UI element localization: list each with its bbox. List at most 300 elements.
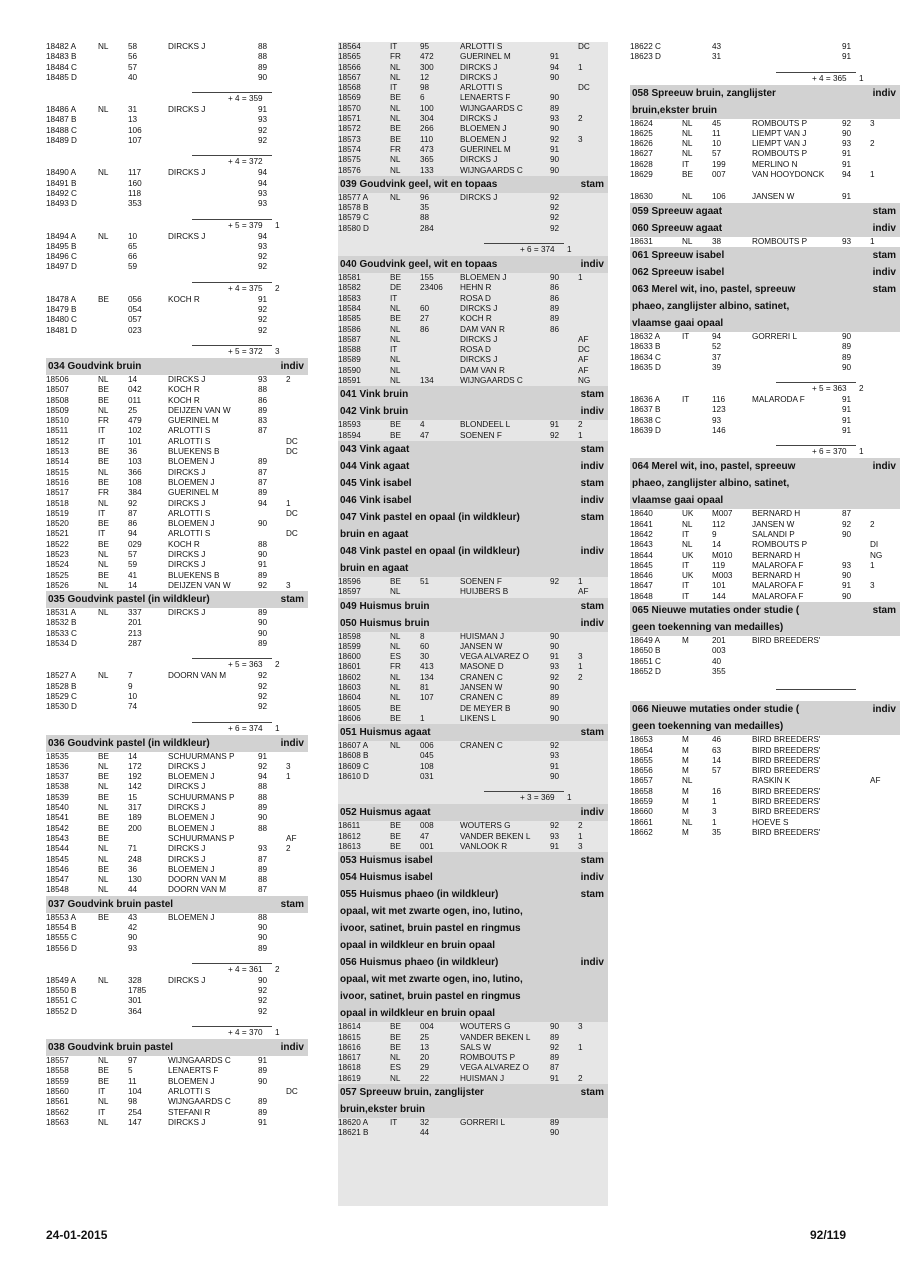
breeder-name-cell: GORRERI L [460, 1118, 506, 1128]
prize-cell: 2 [578, 114, 583, 124]
breeder-name-cell: DIRCKS J [168, 608, 206, 618]
ring-number-cell: 18518 [46, 498, 69, 508]
table-row [338, 632, 608, 642]
country-cell: NL [98, 42, 109, 51]
breeder-name-cell: SALANDI P [752, 529, 795, 539]
country-cell: UK [682, 509, 694, 519]
table-row [46, 692, 308, 702]
breeder-name-cell: JANSEN W [460, 641, 503, 651]
table-row [46, 834, 308, 844]
ring-number-cell: 18544 [46, 844, 69, 854]
breeder-name-cell: DE MEYER B [460, 703, 511, 713]
ring-number-cell: 18635 D [630, 362, 661, 372]
ring-number-cell: 18653 [630, 735, 653, 745]
breeder-name-cell: DIRCKS J [460, 334, 498, 344]
bird-number-cell: 146 [712, 426, 726, 436]
ring-number-cell: 18534 D [46, 639, 77, 649]
class-heading-line: 063 Merel wit, ino, pastel, spreeuw [632, 283, 796, 295]
total-rank: 1 [567, 793, 572, 803]
bird-number-cell: 14 [712, 540, 722, 550]
table-row [46, 168, 308, 178]
ring-number-cell: 18610 D [338, 772, 369, 782]
bird-number-cell: 057 [128, 315, 142, 325]
points-cell: 90 [550, 273, 560, 283]
table-row [338, 52, 608, 62]
points-cell: 90 [258, 519, 268, 529]
points-cell: 91 [258, 751, 268, 761]
bird-number-cell: 1 [420, 713, 425, 723]
breeder-name-cell: HOEVE S [752, 817, 789, 827]
table-row [630, 426, 900, 436]
table-row [338, 366, 608, 376]
points-cell: 87 [258, 885, 268, 895]
points-cell: 91 [258, 1056, 268, 1066]
points-cell: 88 [258, 782, 268, 792]
total-value: + 6 = 370 [812, 447, 847, 457]
ring-number-cell: 18579 C [338, 213, 369, 223]
ring-number-cell: 18661 [630, 817, 653, 827]
table-row [630, 149, 900, 159]
bird-number-cell: 106 [128, 125, 142, 135]
country-cell: NL [390, 682, 401, 692]
country-cell: NL [98, 560, 109, 570]
breeder-name-cell: DIRCKS J [168, 844, 206, 854]
bird-number-cell: 007 [712, 170, 726, 180]
table-row [46, 262, 308, 272]
country-cell: M [682, 745, 689, 755]
bird-number-cell: 248 [128, 854, 142, 864]
table-row [338, 273, 608, 283]
country-cell: IT [682, 581, 690, 591]
class-heading-line: opaal, wit met zwarte ogen, ino, lutino, [340, 974, 523, 986]
bird-number-cell: 213 [128, 628, 142, 638]
country-cell: IT [682, 395, 690, 405]
bird-number-cell: 14 [128, 580, 138, 590]
class-type-label: stam [580, 1087, 604, 1099]
class-heading-line: 064 Merel wit, ino, pastel, spreeuw [632, 461, 796, 473]
breeder-name-cell: ARLOTTI S [460, 42, 503, 51]
class-type-label: indiv [580, 872, 604, 884]
points-cell: 88 [258, 539, 268, 549]
breeder-name-cell: BERNARD H [752, 571, 801, 581]
ring-number-cell: 18514 [46, 457, 69, 467]
breeder-name-cell: BIRD BREEDERS' [752, 786, 821, 796]
class-heading [338, 886, 608, 954]
table-row [46, 1087, 308, 1097]
ring-number-cell: 18591 [338, 376, 361, 386]
points-cell: 88 [258, 42, 268, 51]
breeder-name-cell: DEIJZEN VAN W [168, 405, 231, 415]
bird-number-cell: 1785 [128, 986, 147, 996]
class-type-label: indiv [872, 87, 896, 99]
bird-number-cell: 16 [712, 786, 722, 796]
points-cell: 91 [842, 42, 852, 51]
breeder-name-cell: DIRCKS J [168, 467, 206, 477]
country-cell: BE [390, 314, 401, 324]
prize-cell: DC [578, 83, 590, 93]
ring-number-cell: 18648 [630, 591, 653, 601]
bird-number-cell: 87 [128, 508, 138, 518]
class-heading-line: 061 Spreeuw isabel [632, 249, 725, 261]
table-row [46, 63, 308, 73]
class-heading [630, 203, 900, 220]
total-rule [192, 92, 272, 93]
class-heading-line: 035 Goudvink pastel (in wildkleur) [48, 594, 210, 606]
country-cell: BE [98, 864, 109, 874]
ring-number-cell: 18553 A [46, 912, 77, 922]
separator [630, 677, 900, 701]
ring-number-cell: 18567 [338, 72, 361, 82]
class-heading-line: 052 Huismus agaat [340, 807, 431, 819]
table-row [46, 618, 308, 628]
class-heading-line: 059 Spreeuw agaat [632, 205, 723, 217]
table-row [338, 203, 608, 213]
breeder-name-cell: BIRD BREEDERS' [752, 636, 821, 646]
table-row [46, 671, 308, 681]
prize-cell: 2 [286, 844, 291, 854]
country-cell: BE [98, 1076, 109, 1086]
class-heading-line: 036 Goudvink pastel (in wildkleur) [48, 737, 210, 749]
table-row [338, 283, 608, 293]
table-row [630, 129, 900, 139]
breeder-name-cell: GUERINEL M [460, 144, 511, 154]
bird-number-cell: 14 [128, 374, 138, 384]
total-value: + 4 = 361 [228, 964, 263, 974]
country-cell: BE [390, 831, 401, 841]
ring-number-cell: 18596 [338, 576, 361, 586]
ring-number-cell: 18536 [46, 761, 69, 771]
class-heading [46, 896, 308, 913]
prize-cell: 1 [286, 772, 291, 782]
bird-number-cell: 57 [712, 149, 722, 159]
bird-number-cell: 71 [128, 844, 138, 854]
total-rank: 1 [275, 220, 280, 230]
bird-number-cell: 116 [712, 395, 726, 405]
spacer [630, 180, 900, 192]
ring-number-cell: 18577 A [338, 192, 369, 202]
points-cell: 91 [550, 841, 560, 851]
breeder-name-cell: DIRCKS J [168, 374, 206, 384]
points-cell: 91 [842, 395, 852, 405]
points-cell: 90 [550, 72, 560, 82]
ring-number-cell: 18483 B [46, 52, 77, 62]
country-cell: NL [682, 540, 693, 550]
class-heading-line: bruin,ekster bruin [632, 104, 718, 116]
ring-number-cell: 18522 [46, 539, 69, 549]
breeder-name-cell: DIRCKS J [460, 114, 498, 124]
bird-number-cell: 5 [128, 1066, 133, 1076]
points-cell: 89 [550, 303, 560, 313]
breeder-name-cell: SALS W [460, 1042, 491, 1052]
bird-number-cell: 41 [128, 570, 138, 580]
country-cell: BE [98, 447, 109, 457]
table-row [338, 335, 608, 345]
breeder-name-cell: BLONDEEL L [460, 420, 511, 430]
breeder-name-cell: STEFANI R [168, 1107, 211, 1117]
class-heading-line: 051 Huismus agaat [340, 727, 431, 739]
ring-number-cell: 18491 B [46, 178, 77, 188]
results-column-1 [46, 42, 308, 1128]
prize-cell: AF [578, 365, 589, 375]
country-cell: NL [682, 139, 693, 149]
country-cell: M [682, 636, 689, 646]
bird-number-cell: 413 [420, 662, 434, 672]
breeder-name-cell: HUISMAN J [460, 1073, 505, 1083]
class-type-label: stam [872, 205, 896, 217]
bird-number-cell: 119 [712, 560, 726, 570]
bird-number-cell: 003 [712, 646, 726, 656]
class-heading-line: 065 Nieuwe mutaties onder studie ( [632, 605, 800, 617]
ring-number-cell: 18517 [46, 488, 69, 498]
class-type-label: indiv [872, 461, 896, 473]
bird-number-cell: 192 [128, 772, 142, 782]
table-row [46, 885, 308, 895]
bird-number-cell: 93 [712, 415, 722, 425]
points-cell: 93 [842, 236, 852, 246]
breeder-name-cell: DIRCKS J [168, 803, 206, 813]
total-rank: 2 [275, 660, 280, 670]
bird-number-cell: 35 [712, 827, 722, 837]
ring-number-cell: 18588 [338, 345, 361, 355]
country-cell: BE [98, 519, 109, 529]
bird-number-cell: 353 [128, 199, 142, 209]
class-heading [338, 954, 608, 1022]
bird-number-cell: 86 [420, 324, 430, 334]
table-row [630, 520, 900, 530]
bird-number-cell: 60 [420, 303, 430, 313]
points-cell: 89 [258, 608, 268, 618]
table-row [46, 1056, 308, 1066]
breeder-name-cell: LIEMPT VAN J [752, 128, 807, 138]
country-cell: NL [98, 231, 109, 241]
breeder-name-cell: MALAROFA F [752, 591, 804, 601]
points-cell: 92 [550, 741, 560, 751]
ring-number-cell: 18488 C [46, 125, 77, 135]
bird-number-cell: 25 [420, 1032, 430, 1042]
breeder-name-cell: JANSEN W [752, 192, 795, 202]
bird-number-cell: 66 [128, 252, 138, 262]
bird-number-cell: 317 [128, 803, 142, 813]
ring-number-cell: 18576 [338, 165, 361, 175]
bird-number-cell: 45 [712, 118, 722, 128]
prize-cell: 2 [578, 672, 583, 682]
bird-number-cell: 92 [128, 498, 138, 508]
ring-number-cell: 18561 [46, 1097, 69, 1107]
points-cell: 94 [258, 772, 268, 782]
table-row [338, 145, 608, 155]
prize-cell: AF [578, 334, 589, 344]
breeder-name-cell: ROMBOUTS P [752, 149, 808, 159]
total-value: + 4 = 359 [228, 94, 263, 104]
breeder-name-cell: JANSEN W [752, 519, 795, 529]
country-cell: IT [390, 83, 398, 93]
class-heading-line: bruin en agaat [340, 562, 409, 574]
breeder-name-cell: MERLINO N [752, 159, 798, 169]
table-row [46, 782, 308, 792]
breeder-name-cell: BLUEKENS B [168, 570, 220, 580]
breeder-name-cell: DOORN VAN M [168, 885, 227, 895]
total-value: + 4 = 375 [228, 283, 263, 293]
country-cell: IT [98, 1086, 106, 1096]
country-cell: NL [98, 405, 109, 415]
table-row [46, 996, 308, 1006]
table-row [46, 199, 308, 209]
prize-cell: 1 [870, 170, 875, 180]
points-cell: 89 [258, 803, 268, 813]
points-cell: 90 [842, 362, 852, 372]
ring-number-cell: 18548 [46, 885, 69, 895]
breeder-name-cell: WOUTERS G [460, 821, 511, 831]
table-row [46, 1097, 308, 1107]
breeder-name-cell: SOENEN F [460, 576, 502, 586]
class-heading-line: 034 Goudvink bruin [48, 360, 142, 372]
table-row [338, 587, 608, 597]
country-cell: BE [390, 124, 401, 134]
table-row [630, 766, 900, 776]
ring-number-cell: 18607 A [338, 741, 369, 751]
table-row [338, 420, 608, 430]
ring-number-cell: 18515 [46, 467, 69, 477]
points-cell: 89 [258, 405, 268, 415]
class-heading-line: bruin,ekster bruin [340, 1104, 426, 1116]
breeder-name-cell: VANLOOK R [460, 841, 508, 851]
breeder-name-cell: BIRD BREEDERS' [752, 827, 821, 837]
points-cell: 87 [842, 509, 852, 519]
ring-number-cell: 18604 [338, 693, 361, 703]
bird-number-cell: 133 [420, 165, 434, 175]
table-row [46, 762, 308, 772]
bird-number-cell: 31 [712, 52, 722, 62]
class-type-label: stam [280, 898, 304, 910]
table-row [338, 1043, 608, 1053]
bird-number-cell: 88 [420, 213, 430, 223]
points-cell: 89 [258, 62, 268, 72]
bird-number-cell: 118 [128, 188, 142, 198]
country-cell: NL [390, 672, 401, 682]
ring-number-cell: 18496 C [46, 252, 77, 262]
country-cell: NL [682, 236, 693, 246]
points-cell: 92 [258, 136, 268, 146]
total-value: + 6 = 374 [228, 723, 263, 733]
country-cell: NL [98, 467, 109, 477]
bird-number-cell: 65 [128, 241, 138, 251]
points-cell: 92 [550, 1042, 560, 1052]
points-cell: 92 [258, 252, 268, 262]
breeder-name-cell: SCHUURMANS P [168, 751, 235, 761]
country-cell: IT [682, 331, 690, 341]
breeder-name-cell: DAM VAN R [460, 324, 505, 334]
points-cell: 89 [258, 639, 268, 649]
country-cell: NL [390, 376, 401, 386]
ring-number-cell: 18540 [46, 803, 69, 813]
table-row [46, 499, 308, 509]
table-row [46, 560, 308, 570]
prize-cell: 1 [578, 831, 583, 841]
ring-number-cell: 18613 [338, 841, 361, 851]
country-cell: NL [390, 587, 401, 597]
breeder-name-cell: VAN HOOYDONCK [752, 170, 825, 180]
table-row [46, 976, 308, 986]
breeder-name-cell: ARLOTTI S [168, 1086, 211, 1096]
points-cell: 92 [550, 213, 560, 223]
points-cell: 92 [258, 262, 268, 272]
class-heading-line: geen toekenning van medailles) [632, 622, 784, 634]
ring-number-cell: 18497 D [46, 262, 77, 272]
class-type-label: indiv [580, 957, 604, 969]
ring-number-cell: 18492 C [46, 188, 77, 198]
ring-number-cell: 18652 D [630, 666, 661, 676]
country-cell: NL [682, 149, 693, 159]
points-cell: 92 [258, 691, 268, 701]
points-cell: 89 [550, 314, 560, 324]
country-cell: FR [98, 416, 109, 426]
class-type-label: indiv [580, 807, 604, 819]
ring-number-cell: 18662 [630, 827, 653, 837]
class-heading-line: 047 Vink pastel en opaal (in wildkleur) [340, 511, 520, 523]
bird-number-cell: 97 [128, 1056, 138, 1066]
breeder-name-cell: BLOEMEN J [460, 124, 507, 134]
breeder-name-cell: BIRD BREEDERS' [752, 766, 821, 776]
table-row [338, 314, 608, 324]
country-cell: NL [682, 118, 693, 128]
points-cell: 92 [550, 672, 560, 682]
country-cell: NL [98, 374, 109, 384]
class-heading-line: vlaamse gaai opaal [632, 495, 724, 507]
total-value: + 4 = 370 [228, 1028, 263, 1038]
ring-number-cell: 18493 D [46, 199, 77, 209]
bird-number-cell: 94 [712, 331, 722, 341]
table-row [630, 657, 900, 667]
class-heading-line: 046 Vink isabel [340, 494, 412, 506]
table-row [338, 704, 608, 714]
class-heading [338, 492, 608, 509]
bird-number-cell: 199 [712, 159, 726, 169]
points-cell: 92 [550, 430, 560, 440]
points-cell: 93 [842, 560, 852, 570]
bird-number-cell: 144 [712, 591, 726, 601]
ring-number-cell: 18643 [630, 540, 653, 550]
bird-number-cell: 10 [712, 139, 722, 149]
country-cell: BE [390, 1032, 401, 1042]
bird-number-cell: 47 [420, 430, 430, 440]
prize-cell: 1 [578, 273, 583, 283]
table-row [630, 353, 900, 363]
bird-number-cell: 054 [128, 305, 142, 315]
table-row [46, 126, 308, 136]
class-type-label: stam [580, 855, 604, 867]
ring-number-cell: 18585 [338, 314, 361, 324]
table-row [338, 1074, 608, 1084]
ring-number-cell: 18507 [46, 385, 69, 395]
table-row [630, 530, 900, 540]
table-row [630, 571, 900, 581]
ring-number-cell: 18557 [46, 1056, 69, 1066]
points-cell: 90 [842, 529, 852, 539]
country-cell: IT [390, 1118, 398, 1128]
breeder-name-cell: DAM VAN R [460, 365, 505, 375]
country-cell: M [682, 827, 689, 837]
group-total [46, 954, 308, 976]
country-cell: FR [390, 144, 401, 154]
prize-cell: 3 [578, 134, 583, 144]
table-row [338, 135, 608, 145]
table-row [630, 342, 900, 352]
bird-number-cell: 031 [420, 772, 434, 782]
prize-cell: DC [286, 508, 298, 518]
table-row [630, 756, 900, 766]
bird-number-cell: 39 [712, 362, 722, 372]
ring-number-cell: 18506 [46, 374, 69, 384]
